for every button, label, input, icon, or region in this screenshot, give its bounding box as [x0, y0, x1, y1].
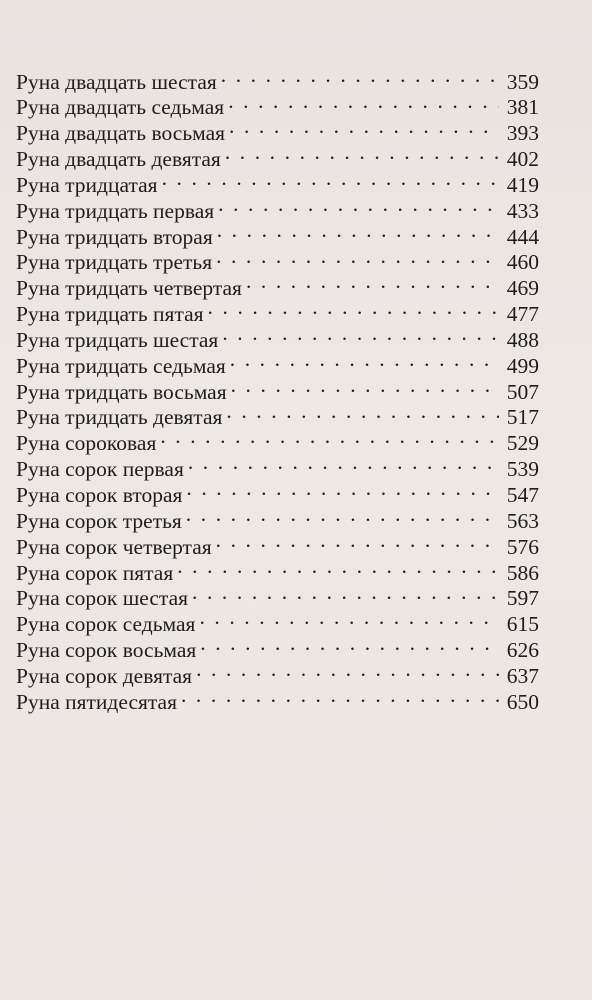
toc-entry-title: Руна двадцать шестая [16, 69, 217, 94]
toc-entry [16, 584, 539, 610]
dot-leader [196, 661, 499, 683]
dot-leader [177, 558, 499, 580]
toc-entry [16, 481, 539, 507]
toc-entry [16, 403, 539, 429]
toc-entry-page-number: 444 [506, 224, 539, 249]
dot-leader [186, 506, 499, 528]
toc-entry-page-number: 499 [506, 353, 539, 378]
toc-entry-page-number: 539 [506, 457, 539, 482]
toc-entry-page-number: 626 [506, 638, 539, 663]
toc-entry [16, 145, 539, 171]
toc-entry [16, 119, 539, 145]
toc-entry [16, 661, 539, 687]
toc-entry [16, 300, 539, 326]
toc-entry-page-number: 563 [506, 508, 539, 533]
toc-entry-title: Руна сорок третья [16, 508, 182, 533]
toc-entry-page-number: 477 [506, 302, 539, 327]
toc-entry-page-number: 517 [506, 405, 539, 430]
dot-leader [229, 119, 499, 141]
dot-leader [217, 222, 499, 244]
toc-entry-page-number: 469 [506, 276, 539, 301]
toc-entry-page-number: 507 [506, 379, 539, 404]
toc-entry [16, 274, 539, 300]
dot-leader [222, 325, 499, 347]
toc-entry-title: Руна сорок шестая [16, 586, 189, 611]
toc-entry-title: Руна сорок восьмая [16, 638, 197, 663]
dot-leader [186, 481, 499, 503]
toc-entry [16, 248, 539, 274]
toc-entry-page-number: 419 [506, 172, 539, 197]
dot-leader [181, 687, 499, 709]
toc-entry [16, 532, 539, 558]
toc-entry-title: Руна тридцать восьмая [16, 379, 227, 404]
toc-entry-page-number: 359 [506, 69, 539, 94]
toc-entry-page-number: 402 [506, 147, 539, 172]
toc-entry-title: Руна тридцать первая [16, 198, 215, 223]
toc-entry-page-number: 381 [506, 95, 539, 120]
toc-entry [16, 610, 539, 636]
dot-leader [231, 377, 499, 399]
toc-entry [16, 170, 539, 196]
toc-entry-page-number: 576 [506, 534, 539, 559]
toc-entry-page-number: 433 [506, 198, 539, 223]
toc-entry-title: Руна двадцать восьмая [16, 121, 226, 146]
dot-leader [188, 455, 499, 477]
dot-leader [208, 300, 499, 322]
toc-entry-title: Руна тридцать вторая [16, 224, 213, 249]
toc-entry-page-number: 488 [506, 327, 539, 352]
dot-leader [192, 584, 499, 606]
toc-entry-page-number: 460 [506, 250, 539, 275]
dot-leader [226, 403, 499, 425]
toc-entry-title: Руна тридцать шестая [16, 327, 219, 352]
toc-entry-title: Руна сорок девятая [16, 663, 193, 688]
toc-entry-title: Руна тридцать седьмая [16, 353, 226, 378]
toc-entry [16, 351, 539, 377]
dot-leader [199, 610, 499, 632]
dot-leader [216, 532, 499, 554]
toc-entry-title: Руна сорок пятая [16, 560, 174, 585]
toc-entry-title: Руна сорок вторая [16, 483, 183, 507]
toc-entry-title: Руна пятидесятая [16, 689, 177, 714]
toc-entry-page-number: 597 [506, 586, 539, 611]
toc-entry [16, 455, 539, 481]
dot-leader [160, 429, 499, 451]
toc-entry [16, 377, 539, 403]
dot-leader [246, 274, 499, 296]
toc-entry [16, 196, 539, 222]
toc-entry-title: Руна сорок первая [16, 457, 184, 482]
toc-entry-title: Руна двадцать седьмая [16, 95, 225, 120]
toc-entry [16, 222, 539, 248]
toc-entry [16, 325, 539, 351]
toc-entry-page-number: 586 [506, 560, 539, 585]
dot-leader [200, 636, 499, 658]
toc-entry [16, 93, 539, 119]
toc-entry [16, 687, 539, 713]
toc-entry-page-number: 547 [506, 483, 539, 507]
toc-entry-title: Руна тридцать четвертая [16, 276, 242, 301]
dot-leader [228, 93, 499, 115]
table-of-contents [16, 67, 539, 713]
toc-entry-page-number: 650 [506, 689, 539, 714]
toc-entry-title: Руна сорок седьмая [16, 612, 196, 637]
dot-leader [221, 67, 499, 89]
toc-entry-title: Руна тридцать девятая [16, 405, 223, 430]
toc-entry-page-number: 393 [506, 121, 539, 146]
toc-entry [16, 636, 539, 662]
dot-leader [230, 351, 499, 373]
toc-entry-page-number: 615 [506, 612, 539, 637]
toc-entry-title: Руна тридцать третья [16, 250, 213, 275]
toc-entry-title: Руна сороковая [16, 431, 157, 456]
toc-entry [16, 67, 539, 93]
dot-leader [225, 145, 499, 167]
toc-entry-title: Руна сорок четвертая [16, 534, 212, 559]
dot-leader [162, 170, 499, 192]
toc-entry-page-number: 637 [506, 663, 539, 688]
dot-leader [218, 196, 499, 218]
toc-entry [16, 558, 539, 584]
toc-entry-page-number: 529 [506, 431, 539, 456]
toc-entry [16, 429, 539, 455]
toc-entry-title: Руна тридцатая [16, 172, 158, 197]
dot-leader [216, 248, 499, 270]
toc-entry [16, 506, 539, 532]
toc-entry-title: Руна двадцать девятая [16, 147, 221, 172]
toc-entry-title: Руна тридцать пятая [16, 302, 204, 327]
